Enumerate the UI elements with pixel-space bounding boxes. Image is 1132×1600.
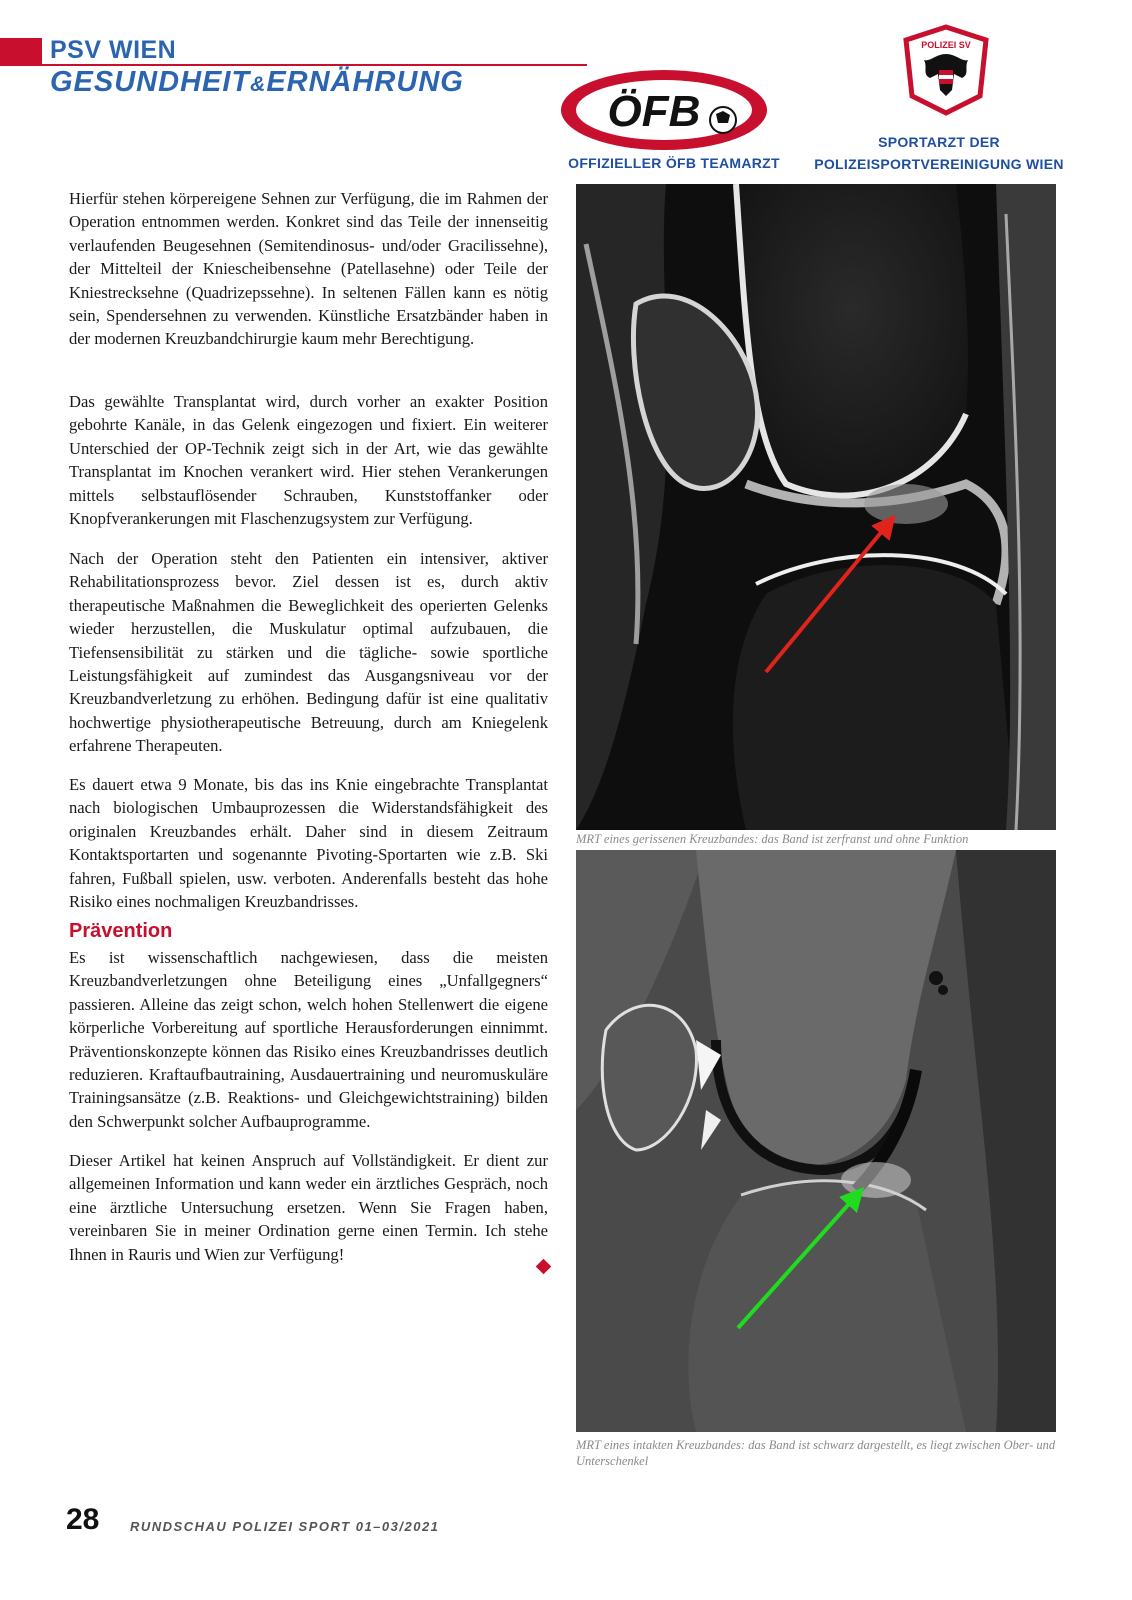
polizei-caption-line2: POLIZEISPORTVEREINIGUNG WIEN [814,156,1064,172]
article-paragraph-1 [69,187,548,351]
mri-intact-acl-caption: MRT eines intakten Kreuzbandes: das Band ist schwarz dargestellt, es liegt zwischen Ober- und Unterschenkel [576,1438,1056,1468]
oefb-caption: OFFIZIELLER ÖFB TEAMARZT [568,155,780,171]
polizei-crest [900,24,992,116]
paragraph-text: Hierfür stehen körpereigene Sehnen zur Verfügung, die im Rahmen der Operation entnommen werden. Konkret sind das Teile der innenseitig verlaufenden Beugesehnen (Semitendinosus- und/oder Gracilissehne), der Mittelteil der Kniescheibensehne (Patellasehne) oder Teile der Kniestrecksehne (Quadrizepssehne). In seltenen Fällen kann es nötig sein, Spendersehnen zu verwenden. Künstliche Ersatzbänder haben in der modernen Kreuzbandchirurgie kaum mehr Berechtigung. [69,189,548,349]
article-paragraph-2 [69,390,548,530]
oefb-logo [558,66,790,158]
paragraph-text: Das gewählte Transplantat wird, durch vorher an exakter Position gebohrte Kanäle, in das Gelenk eingezogen und fixiert. Ein weiterer Unterschied der OP-Technik zeigt sich in der Art, wie das gewählte Transplantat im Knochen verankert wird. Hier stehen Verankerungen mittels selbstauflösender Schrauben, Kunststoffanker oder Knopfverankerungen mit Flaschenzugsystem zur Verfügung. [69,392,548,529]
article-paragraph-3 [69,547,548,758]
mri-torn-acl-drawing [576,184,1056,830]
polizei-caption [806,131,1072,175]
mri-intact-acl-drawing [576,850,1056,1432]
section-title [50,66,464,99]
paragraph-text: Es dauert etwa 9 Monate, bis das ins Knie eingebrachte Transplantat nach biologischen Umbauprozessen die Widerstandsfähigkeit des originalen Kreuzbandes erhält. Daher sind in diesem Zeitraum Kontaktsportarten und sogenannte Pivoting-Sportarten wie z.B. Ski fahren, Fußball spielen, usw. verboten. Anderenfalls besteht das hohe Risiko eines nochmaligen Kreuzbandrisses. [69,775,548,912]
mri-torn-acl-image [576,184,1056,830]
mri-intact-acl-image [576,850,1056,1432]
mri-torn-acl-caption: MRT eines gerissenen Kreuzbandes: das Band ist zerfranst und ohne Funktion [576,832,969,846]
paragraph-text: Nach der Operation steht den Patienten ein intensiver, aktiver Rehabilitationsprozess bevor. Ziel dessen ist es, durch aktiv therapeutische Maßnahmen die Beweglichkeit des operierten Gelenks wieder herzustellen, die Muskulatur optimal aufzubauen, die Tiefensensibilität zu stärken und die tägliche- sowie sportliche Leistungsfähigkeit auf zumindest das Ausgangsniveau vor der Kreuzbandverletzung zu erhöhen. Bedingung dafür ist eine qualitativ hochwertige physiotherapeutische Betreuung, durch am Kniegelenk erfahrene Therapeuten. [69,549,548,756]
paragraph-text: Es ist wissenschaftlich nachgewiesen, dass die meisten Kreuzbandverletzungen ohne Beteiligung eines „Unfallgegners“ passieren. Alleine das zeigt schon, welch hohen Stellenwert die eigene körperliche Vorbereitung auf sportliche Herausforderungen einnimmt. Präventionskonzepte können das Risiko eines Kreuzbandrisses deutlich reduzieren. Kraftaufbautraining, Ausdauertraining und neuromuskuläre Trainingsansätze (z.B. Reaktions- und Gleichgewichtstraining) bilden den Schwerpunkt solcher Aufbauprogramme. [69,948,548,1131]
prevention-heading: Prävention [69,920,173,942]
polizei-caption-line1: SPORTARZT DER [878,134,1000,150]
article-paragraph-5 [69,946,548,1133]
page-number: 28 [66,1503,100,1536]
paragraph-text: Dieser Artikel hat keinen Anspruch auf Vollständigkeit. Er dient zur allgemeinen Information und kann weder ein ärztliches Gespräch, noch eine ärztliche Untersuchung ersetzen. Wenn Sie Fragen haben, vereinbaren Sie in meiner Ordination gerne einen Termin. Ich stehe Ihnen in Rauris und Wien zur Verfügung! [69,1151,548,1264]
section-title-main: GESUNDHEIT [50,66,251,98]
section-title-amp: & [250,73,267,96]
polizei-crest-text: POLIZEI SV [921,40,971,50]
oefb-logo-text: ÖFB [607,87,701,136]
article-paragraph-4 [69,773,548,913]
header-red-tab [0,38,42,66]
footer-magazine-title: RUNDSCHAU POLIZEI SPORT 01–03/2021 [130,1519,440,1534]
article-paragraph-6 [69,1149,548,1266]
club-title: PSV WIEN [50,36,177,64]
section-title-end: ERNÄHRUNG [266,66,464,98]
